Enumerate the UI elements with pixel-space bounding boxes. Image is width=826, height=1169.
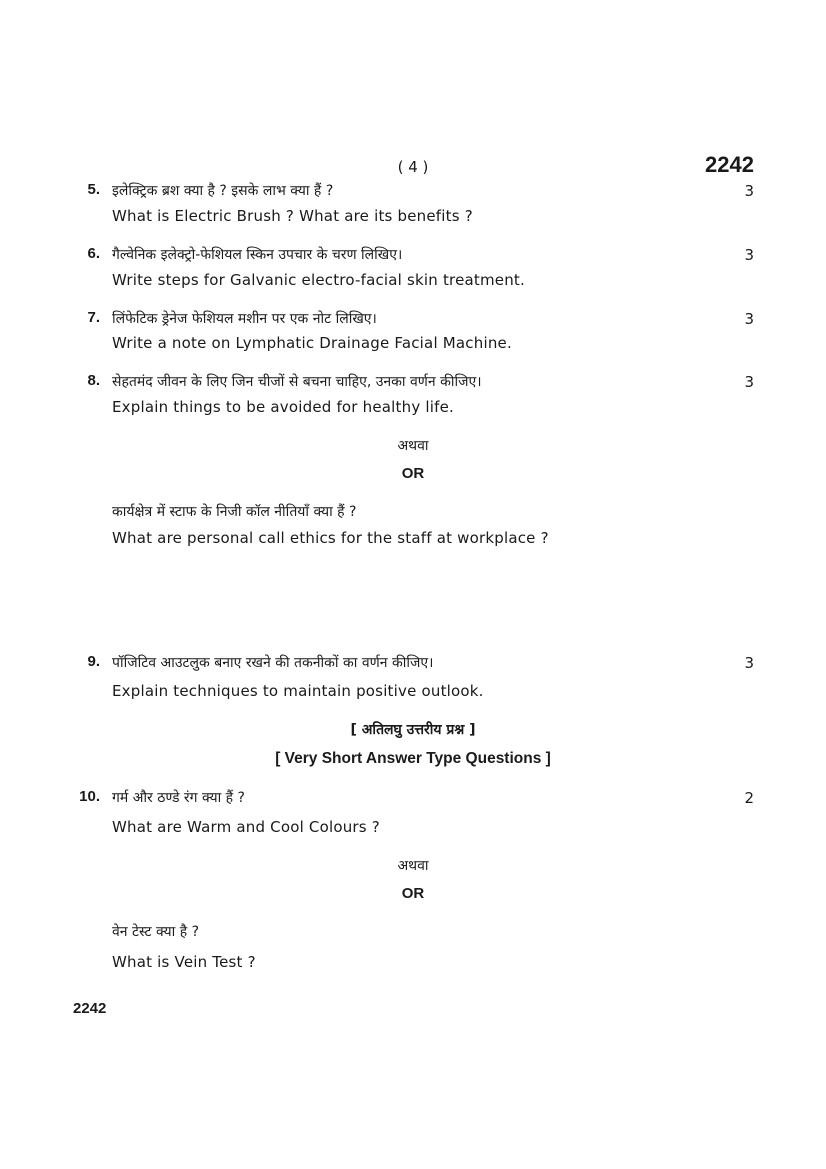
or-hindi: अथवा xyxy=(397,438,429,454)
question-hindi: पॉजिटिव आउटलुक बनाए रखने की तकनीकों का वर्णन कीजिए। xyxy=(112,655,434,671)
question-marks: 3 xyxy=(744,373,754,391)
question-english: Write steps for Galvanic electro-facial skin treatment. xyxy=(112,271,525,289)
question-number: 5. xyxy=(87,181,100,198)
alternative-question-hindi: वेन टेस्ट क्या है ? xyxy=(112,924,200,940)
question-english: Explain things to be avoided for healthy life. xyxy=(112,398,454,416)
page-number: ( 4 ) xyxy=(397,158,429,176)
paper-code: 2242 xyxy=(705,152,754,177)
question-hindi: सेहतमंद जीवन के लिए जिन चीजों से बचना चाहिए, उनका वर्णन कीजिए। xyxy=(112,374,482,390)
footer-paper-code: 2242 xyxy=(73,1000,107,1017)
question-english: What is Electric Brush ? What are its benefits ? xyxy=(112,207,473,225)
question-marks: 2 xyxy=(744,789,754,807)
question-marks: 3 xyxy=(744,246,754,264)
section-heading-english: [ Very Short Answer Type Questions ] xyxy=(275,750,551,767)
question-number: 8. xyxy=(87,372,100,389)
alternative-question-hindi: कार्यक्षेत्र में स्टाफ के निजी कॉल नीतियाँ क्या हैं ? xyxy=(112,504,357,520)
question-marks: 3 xyxy=(744,310,754,328)
question-marks: 3 xyxy=(744,182,754,200)
section-heading-hindi: [ अतिलघु उत्तरीय प्रश्न ] xyxy=(350,722,476,738)
or-english: OR xyxy=(401,465,425,482)
question-english: What are Warm and Cool Colours ? xyxy=(112,818,380,836)
or-english: OR xyxy=(401,885,425,902)
question-number: 6. xyxy=(87,245,100,262)
or-hindi: अथवा xyxy=(397,858,429,874)
alternative-question-english: What are personal call ethics for the staff at workplace ? xyxy=(112,529,549,547)
question-hindi: लिंफेटिक ड्रेनेज फेशियल मशीन पर एक नोट लिखिए। xyxy=(112,311,377,327)
question-hindi: गैल्वेनिक इलेक्ट्रो-फेशियल स्किन उपचार के चरण लिखिए। xyxy=(112,247,403,263)
question-english: Explain techniques to maintain positive outlook. xyxy=(112,682,484,700)
question-hindi: इलेक्ट्रिक ब्रश क्या है ? इसके लाभ क्या हैं ? xyxy=(112,183,334,199)
question-number: 10. xyxy=(79,788,100,805)
question-number: 9. xyxy=(87,653,100,670)
question-english: Write a note on Lymphatic Drainage Facial Machine. xyxy=(112,334,512,352)
alternative-question-english: What is Vein Test ? xyxy=(112,953,256,971)
question-hindi: गर्म और ठण्डे रंग क्या हैं ? xyxy=(112,790,245,806)
question-marks: 3 xyxy=(744,654,754,672)
question-number: 7. xyxy=(87,309,100,326)
